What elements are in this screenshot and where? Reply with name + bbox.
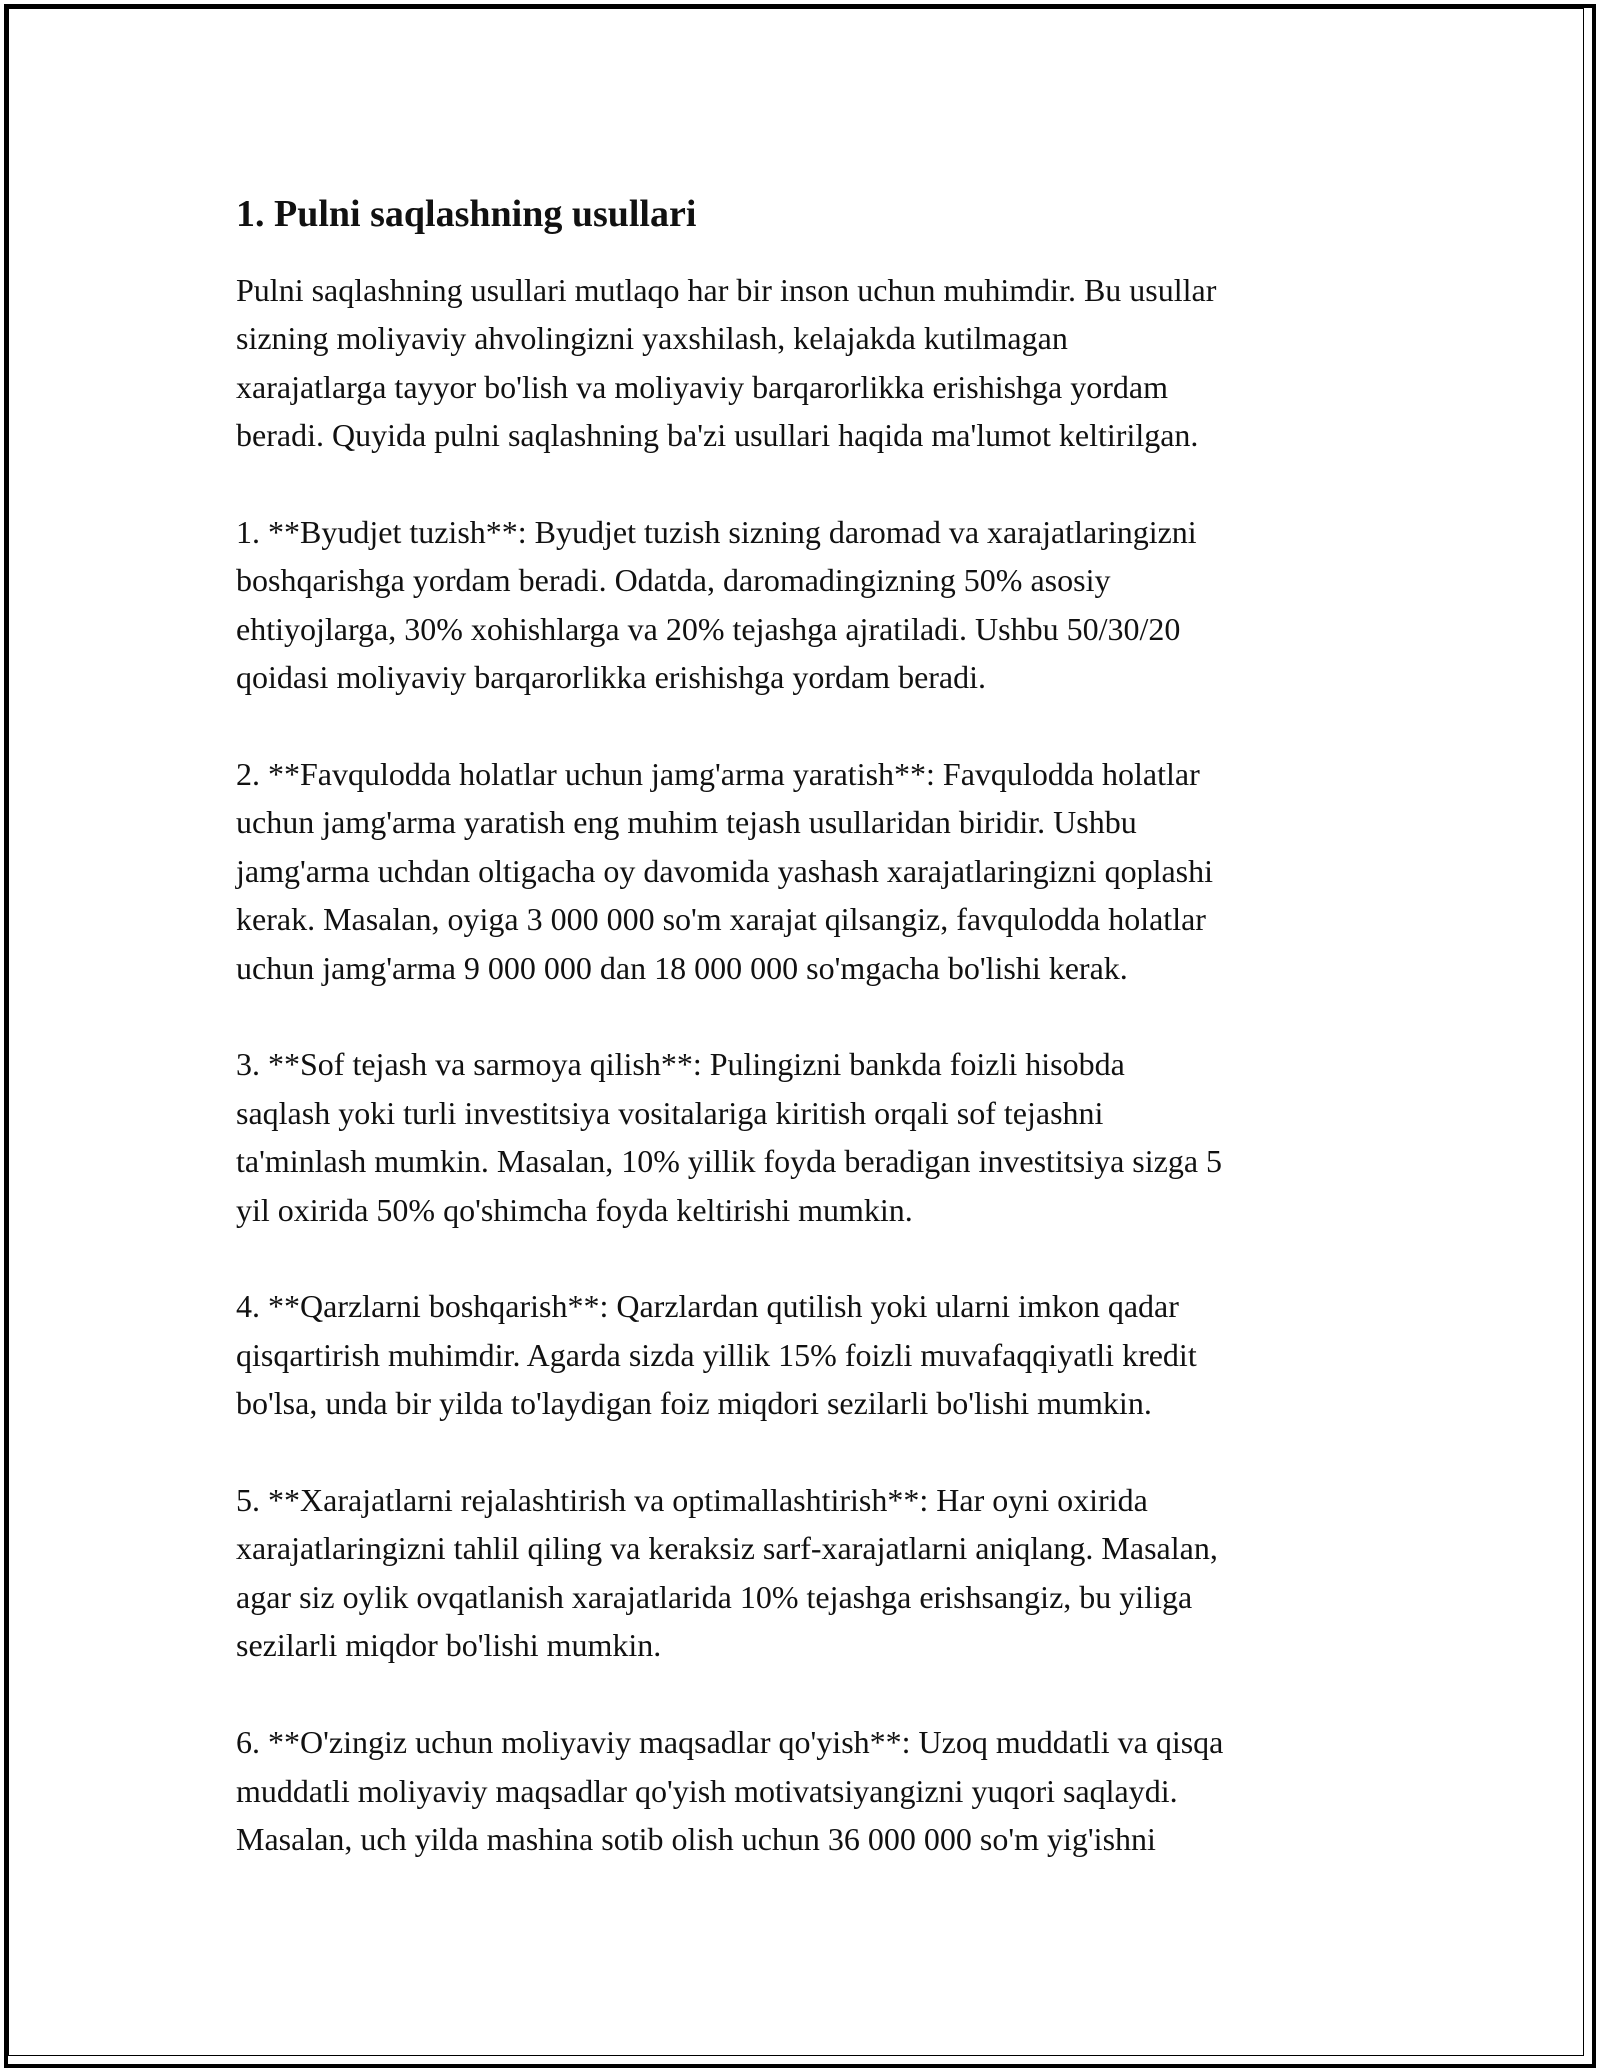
paragraph-emergency-fund: 2. **Favqulodda holatlar uchun jamg'arma yaratish**: Favqulodda holatlar uchun jamg'arma yaratish eng muhim tejash usullaridan biridir. Ushbu jamg'arma uchdan oltigacha oy davomida yashash xarajatlaringizni qoplashi kerak. Masalan, oyiga 3 000 000 so'm xarajat qilsangiz, favqulodda holatlar uchun jamg'arma 9 000 000 dan 18 000 000 so'mgacha bo'lishi kerak. [236, 756, 1213, 986]
document-body [236, 190, 1376, 1912]
paragraph-financial-goals: 6. **O'zingiz uchun moliyaviy maqsadlar qo'yish**: Uzoq muddatli va qisqa muddatli moliyaviy maqsadlar qo'yish motivatsiyangizni yuqori saqlaydi. Masalan, uch yilda mashina sotib olish uchun 36 000 000 so'm yig'ishni [236, 1724, 1224, 1857]
intro-paragraph: Pulni saqlashning usullari mutlaqo har bir inson uchun muhimdir. Bu usullar sizning moliyaviy ahvolingizni yaxshilash, kelajakda kutilmagan xarajatlarga tayyor bo'lish va moliyaviy barqarorlikka erishishga yordam beradi. Quyida pulni saqlashning ba'zi usullari haqida ma'lumot keltirilgan. [236, 272, 1217, 454]
paragraph-saving-investing: 3. **Sof tejash va sarmoya qilish**: Pulingizni bankda foizli hisobda saqlash yoki turli investitsiya vositalariga kiritish orqali sof tejashni ta'minlash mumkin. Masalan, 10% yillik foyda beradigan investitsiya sizga 5 yil oxirida 50% qo'shimcha foyda keltirishi mumkin. [236, 1046, 1223, 1228]
paragraph-expense-planning: 5. **Xarajatlarni rejalashtirish va optimallashtirish**: Har oyni oxirida xarajatlaringizni tahlil qiling va keraksiz sarf-xarajatlarni aniqlang. Masalan, agar siz oylik ovqatlanish xarajatlarida 10% tejashga erishsangiz, bu yiliga sezilarli miqdor bo'lishi mumkin. [236, 1482, 1218, 1664]
paragraph-budget: 1. **Byudjet tuzish**: Byudjet tuzish sizning daromad va xarajatlaringizni boshqarishga yordam beradi. Odatda, daromadingizning 50% asosiy ehtiyojlarga, 30% xohishlarga va 20% tejashga ajratiladi. Ushbu 50/30/20 qoidasi moliyaviy barqarorlikka erishishga yordam beradi. [236, 514, 1197, 696]
section-heading: 1. Pulni saqlashning usullari [236, 193, 697, 235]
paragraph-debt-management: 4. **Qarzlarni boshqarish**: Qarzlardan qutilish yoki ularni imkon qadar qisqartirish muhimdir. Agarda sizda yillik 15% foizli muvafaqqiyatli kredit bo'lsa, unda bir yilda to'laydigan foiz miqdori sezilarli bo'lishi mumkin. [236, 1288, 1197, 1422]
